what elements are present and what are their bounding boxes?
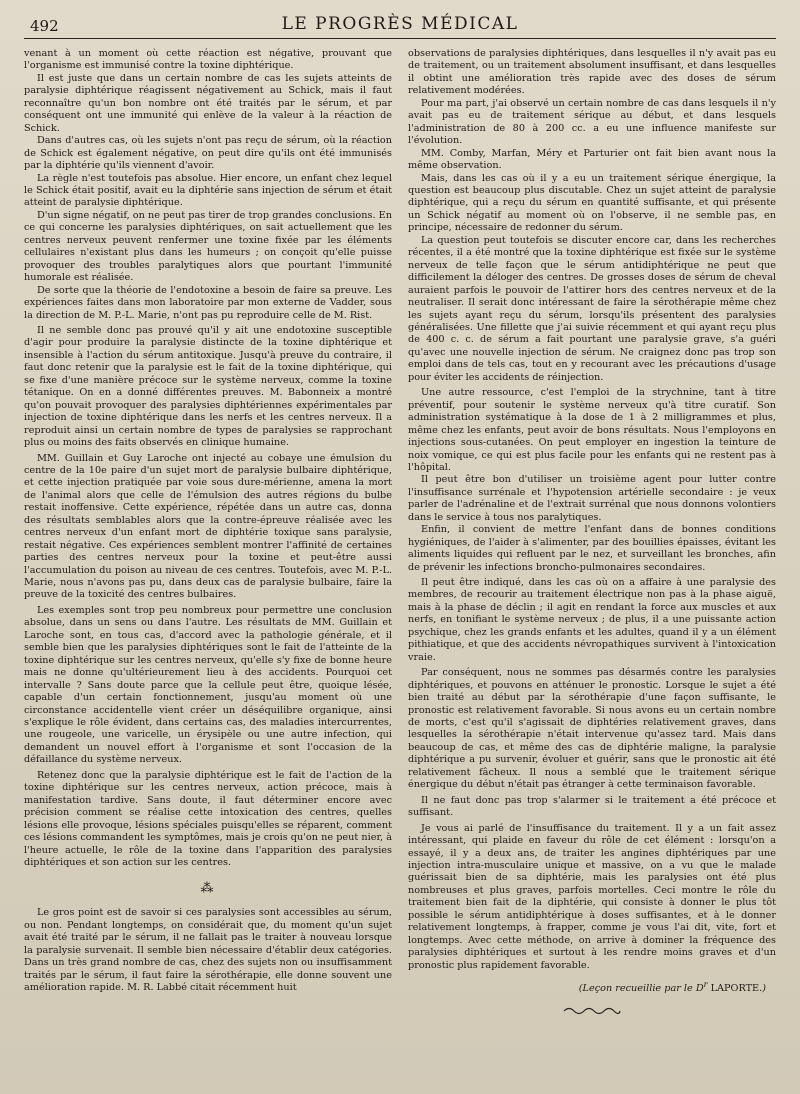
paragraph: Pour ma part, j'ai observé un certain nombre de cas dans lesquels il n'y avait pas eu de traitement sérique au début, et dans lesquels l'administration de 80 à 200 cc. a eu une influence manifeste sur l'évolution. (408, 97, 776, 147)
text-columns (24, 48, 776, 1016)
page-header (24, 10, 776, 39)
paragraph: Dans d'autres cas, où les sujets n'ont pas reçu de sérum, où la réaction de Schick est également négative, on peut dire qu'ils ont été immunisés par la diphtérie qu'ils viennent d'avoir. (24, 135, 392, 172)
author-signature (408, 978, 776, 996)
paragraph: Enfin, il convient de mettre l'enfant dans de bonnes conditions hygiéniques, de l'aider à s'alimenter, par des bouillies épaisses, évitant les aliments liquides qui refluent par le nez, et surveillant les bronches, afin de prévenir les infections broncho-pulmonaires secondaires. (408, 524, 776, 573)
paragraph: Il ne semble donc pas prouvé qu'il y ait une endotoxine susceptible d'agir pour produire la paralysie distincte de la toxine diphtérique et insensible à l'action du sérum antitoxique. Jusqu'à preuve du contraire, il faut donc retenir que la paralysie est le fait de la toxine diphtérique, qui se fixe d'une manière précoce sur le système nerveux, comme la toxine tétanique. On en a donné différentes preuves. M. Babonneix a montré qu'on pouvait provoquer des paralysies diphtériennes expérimentales par injection de toxine diphtérique dans les nerfs et les centres nerveux. Il a reproduit ainsi un certain nombre de types de paralysies se rapprochant plus ou moins des faits observés en clinique humaine. (24, 324, 392, 449)
paragraph: observations de paralysies diphtériques, dans lesquelles il n'y avait pas eu de traitement, ou un traitement absolument insuffisant, et dans lesquelles il obtint une amélioration très rapide avec des doses de sérum relativement modérées. (408, 48, 776, 97)
paragraph: MM. Guillain et Guy Laroche ont injecté au cobaye une émulsion du centre de la 10e paire d'un sujet mort de paralysie bulbaire diphtérique, et cette injection pratiquée par voie sous dure-mérienne, amena la mort de l'animal alors que celle de l'émulsion des autres régions du bulbe restait inoffensive. Cette expérience, répétée dans un autre cas, donna des résultats semblables alors que la contre-épreuve réalisée avec les centres nerveux d'un enfant mort de diphtérie toxique sans paralysie, restait négative. Ces expériences semblent montrer l'affinité de certaines parties des centres nerveux pour la toxine et peut-être aussi l'accumulation du poison au niveau de ces centres. Toutefois, avec M. P.-L. Marie, nous n'avons pas pu, dans deux cas de paralysie bulbaire, faire la preuve de la toxicité des centres bulbaires. (24, 452, 392, 601)
paragraph: Je vous ai parlé de l'insuffisance du traitement. Il y a un fait assez intéressant, qui plaide en faveur du rôle de cet élément : lorsqu'on a essayé, il y a deux ans, de traiter les angines diphtériques par une injection intra-musculaire unique et massive, on a vu que le malade guérissait bien de sa diphtérie, mais les paralysies ont été plus nombreuses et plus graves, parfois mortelles. Ceci montre le rôle du traitement bien fait de la diphtérie, qui consiste à donner le plus tôt possible le sérum antidiphtérique à doses suffisantes, et à le donner relativement longtemps, à frapper, comme je vous l'ai dit, vite, fort et longtemps. Avec cette méthode, on arrive à dominer la fréquence des paralysies diphtériques et surtout à les rendre moins graves et d'un pronostic plus rapidement favorable. (408, 822, 776, 971)
paragraph: Retenez donc que la paralysie diphtérique est le fait de l'action de la toxine diphtérique sur les centres nerveux, action précoce, mais à manifestation tardive. Sans doute, il faut déterminer encore avec précision comment se réalise cette intoxication des centres, quelles lésions elle provoque, lésions spéciales puisqu'elles se réparent, comment ces lésions commandent les symptômes, mais je crois qu'on ne peut nier, à l'heure actuelle, le rôle de la toxine dans l'apparition des paralysies diphtériques et son action sur les centres. (24, 769, 392, 868)
paragraph: De sorte que la théorie de l'endotoxine a besoin de faire sa preuve. Les expériences faites dans mon laboratoire par mon externe de Vadder, sous la direction de M. P.-L. Marie, n'ont pas pu reproduire celle de M. Rist. (24, 284, 392, 321)
signature-name: LAPORTE. (710, 983, 763, 995)
signature-close: ) (762, 983, 766, 995)
left-column (24, 48, 392, 1016)
page-number: 492 (30, 17, 59, 35)
paragraph: La question peut toutefois se discuter encore car, dans les recherches récentes, il a été montré que la toxine diphtérique est fixée sur le système nerveux de telle façon que le sérum antidiphtérique ne peut que difficilement la déloger des centres. De grosses doses de sérum de cheval auraient parfois le pouvoir de l'attirer hors des centres nerveux et de la neutraliser. Il serait donc intéressant de faire la sérothérapie même chez les sujets ayant reçu du sérum, lorsqu'ils présentent des paralysies généralisées. Une fillette que j'ai suivie récemment et qui ayant reçu plus de 400 c. c. de sérum a fait pourtant une paralysie grave, s'a guéri qu'avec une nouvelle injection de sérum. Ne craignez donc pas trop son emploi dans de tels cas, tout en y recourant avec les précautions d'usage pour éviter les accidents de réinjection. (408, 234, 776, 383)
paragraph: Par conséquent, nous ne sommes pas désarmés contre les paralysies diphtériques, et pouvons en atténuer le pronostic. Lorsque le sujet a été bien traité au début par la sérothérapie d'une façon suffisante, le pronostic est relativement favorable. Si nous avons eu un certain nombre de morts, c'est qu'il s'agissait de diphtéries relativement graves, dans lesquelles la sérothérapie n'était intervenue qu'assez tard. Mais dans beaucoup de cas, et même des cas de diphtérie maligne, la paralysie diphtérique a pu survenir, évoluer et guérir, sans que le pronostic ait été relativement fâcheux. Il nous a semblé que le traitement sérique énergique du début n'était pas étranger à cette terminaison favorable. (408, 667, 776, 791)
paragraph: Mais, dans les cas où il y a eu un traitement sérique énergique, la question est beaucoup plus discutable. Chez un sujet atteint de paralysie diphtérique, qui a reçu du sérum en quantité suffisante, et qui présente un Schick négatif au moment où on l'observe, il ne semble pas, en principe, nécessaire de redonner du sérum. (408, 172, 776, 234)
end-flourish-icon (562, 1006, 622, 1016)
paragraph: MM. Comby, Marfan, Méry et Parturier ont fait bien avant nous la même observation. (408, 147, 776, 172)
paragraph: Le gros point est de savoir si ces paralysies sont accessibles au sérum, ou non. Pendant longtemps, on considérait que, du moment qu'un sujet avait été traité par le sérum, il ne fallait pas le traiter à nouveau lorsque la paralysie survenait. Il semble bien nécessaire d'établir deux catégories. Dans un très grand nombre de cas, chez des sujets non ou insuffisamment traités par le sérum, il faut faire la sérothérapie, elle donne souvent une amélioration rapide. M. R. Labbé citait récemment huit (24, 907, 392, 994)
paragraph: Les exemples sont trop peu nombreux pour permettre une conclusion absolue, dans un sens ou dans l'autre. Les résultats de MM. Guillain et Laroche sont, en tous cas, d'accord avec la pathologie générale, et il semble bien que les paralysies diphtériques sont le fait de l'atteinte de la toxine diphtérique sur les centres nerveux, qu'elle s'y fixe de bonne heure mais ne donne qu'ultérieurement lieu à des accidents. Pourquoi cet intervalle ? Sans doute parce que la cellule peut être, quoique lésée, capable d'un certain fonctionnement, jusqu'au moment où une circonstance accidentelle vient créer un déséquilibre organique, ainsi s'explique le rôle évident, dans certains cas, des maladies intercurrentes, une rougeole, une varicelle, un érysipèle ou une autre infection, qui demandent un nouvel effort à l'organisme et sont l'occasion de la défaillance du système nerveux. (24, 604, 392, 766)
section-separator: ⁂ (200, 881, 216, 897)
paragraph: Une autre ressource, c'est l'emploi de la strychnine, tant à titre préventif, pour soutenir le système nerveux qu'à titre curatif. Son administration systématique à la dose de 1 à 2 milligrammes et plus, même chez les enfants, peut avoir de bons résultats. Nous l'employons en injections sous-cutanées. On peut employer en ingestion la teinture de noix vomique, ce qui est plus facile pour les enfants qui ne restent pas à l'hôpital. (408, 387, 776, 473)
paragraph: Il ne faut donc pas trop s'alarmer si le traitement a été précoce et suffisant. (408, 794, 776, 819)
paragraph: Il peut être bon d'utiliser un troisième agent pour lutter contre l'insuffisance surrénale et l'hypotension artérielle secondaire : je veux parler de l'adrénaline et de l'extrait surrénal que nous donnons volontiers dans le service à tous nos paralytiques. (408, 474, 776, 523)
signature-text: (Leçon recueillie par le D (578, 983, 704, 995)
journal-title: LE PROGRÈS MÉDICAL (281, 14, 519, 34)
signature-sup: r (703, 979, 708, 990)
right-column (408, 48, 776, 1016)
paragraph: D'un signe négatif, on ne peut pas tirer de trop grandes conclusions. En ce qui concerne les paralysies diphtériques, on sait actuellement que les centres nerveux peuvent renfermer une toxine fixée par les éléments cellulaires n'existant plus dans les humeurs ; on conçoit qu'elle puisse provoquer des troubles paralytiques alors que pourtant l'immunité humorale est réalisée. (24, 209, 392, 284)
paragraph: Il peut être indiqué, dans les cas où on a affaire à une paralysie des membres, de recourir au traitement électrique non pas à la phase aiguë, mais à la phase de déclin ; il agit en rendant la force aux muscles et aux nerfs, en tonifiant le système nerveux ; de plus, il a une puissante action psychique, chez les grands enfants et les adultes, quand il y a un élément pithiatique, et que des accidents névropathiques survivent à l'intoxication vraie. (408, 577, 776, 663)
paragraph: La règle n'est toutefois pas absolue. Hier encore, un enfant chez lequel le Schick était positif, avait eu la diphtérie sans injection de sérum et était atteint de paralysie diphtérique. (24, 172, 392, 209)
paragraph: venant à un moment où cette réaction est négative, prouvant que l'organisme est immunisé contre la toxine diphtérique. (24, 48, 392, 72)
paragraph: Il est juste que dans un certain nombre de cas les sujets atteints de paralysie diphtérique réagissent négativement au Schick, mais il faut reconnaître qu'un bon nombre ont été traités par le sérum, et par conséquent ont une immunité qui enlève de la valeur à la réaction de Schick. (24, 72, 392, 134)
